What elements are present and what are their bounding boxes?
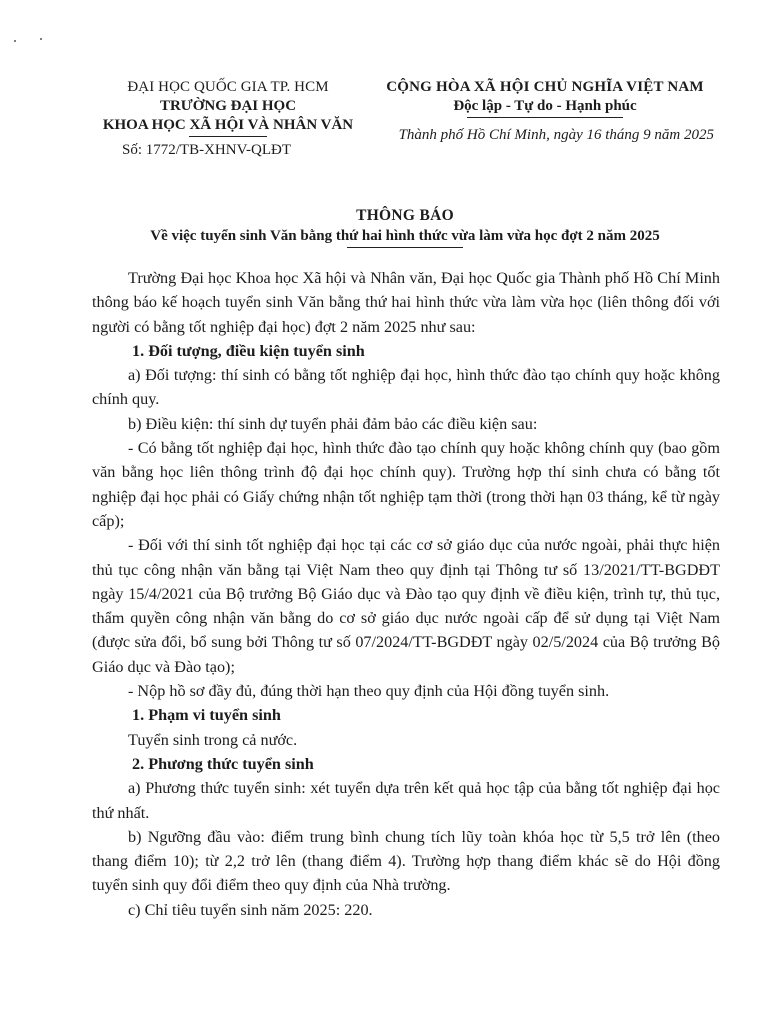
scan-speck	[14, 40, 16, 42]
issuer-school-line2: KHOA HỌC XÃ HỘI VÀ NHÂN VĂN	[102, 117, 354, 133]
document-title: THÔNG BÁO	[356, 207, 454, 224]
method-threshold: b) Ngưỡng đầu vào: điểm trung bình chung tích lũy toàn khóa học từ 5,5 trở lên (theo thang điểm 10); từ 2,2 trở lên (thang điểm 4). Trường hợp thang điểm khác sẽ do Hội đồng tuyển sinh quy đổi điểm theo quy định của Nhà trường.	[92, 827, 720, 895]
issuer-parent-org: ĐẠI HỌC QUỐC GIA TP. HCM	[127, 79, 329, 95]
title-underline	[347, 247, 463, 248]
document-subtitle: Về việc tuyển sinh Văn bằng thứ hai hình thức vừa làm vừa học đợt 2 năm 2025	[150, 228, 660, 244]
method-quota: c) Chỉ tiêu tuyển sinh năm 2025: 220.	[128, 900, 373, 919]
document-number: Số: 1772/TB-XHNV-QLĐT	[122, 142, 292, 158]
eligibility-conditions: b) Điều kiện: thí sinh dự tuyển phải đảm bảo các điều kiện sau:	[128, 414, 538, 433]
national-motto: Độc lập - Tự do - Hạnh phúc	[453, 98, 637, 114]
issuer-block	[92, 78, 364, 160]
document-body	[92, 266, 720, 922]
scan-speck	[40, 38, 42, 40]
condition-foreign-degree: - Đối với thí sinh tốt nghiệp đại học tại các cơ sở giáo dục của nước ngoài, phải thực hiện thủ tục công nhận văn bằng tại Việt Nam theo quy định tại Thông tư số 13/2021/TT-BGDĐT ngày 15/4/2021 của Bộ trưởng Bộ Giáo dục và Đào tạo quy định về điều kiện, trình tự, thủ tục, thẩm quyền công nhận văn bằng do cơ sở giáo dục nước ngoài cấp để sử dụng tại Việt Nam (được sửa đổi, bổ sung bởi Thông tư số 07/2024/TT-BGDĐT ngày 02/5/2024 của Bộ trưởng Bộ Giáo dục và Đào tạo);	[92, 536, 720, 676]
national-motto-block	[372, 78, 718, 145]
document-title-block	[92, 206, 718, 248]
scope-text: Tuyển sinh trong cả nước.	[128, 730, 298, 749]
motto-underline	[467, 117, 623, 118]
intro-paragraph: Trường Đại học Khoa học Xã hội và Nhân văn, Đại học Quốc gia Thành phố Hồ Chí Minh thông báo kế hoạch tuyển sinh Văn bằng thứ hai hình thức vừa làm vừa học (liên thông đối với người có bằng tốt nghiệp đại học) đợt 2 năm 2025 như sau:	[92, 269, 720, 336]
issuer-school-line1: TRƯỜNG ĐẠI HỌC	[159, 98, 297, 114]
condition-degree: - Có bằng tốt nghiệp đại học, hình thức đào tạo chính quy hoặc không chính quy (bao gồm văn bằng học liên thông trình độ đại học chính quy). Trường hợp thí sinh chưa có bằng tốt nghiệp đại học phải có Giấy chứng nhận tốt nghiệp tạm thời (trong thời hạn 03 tháng, kể từ ngày cấp);	[92, 439, 720, 530]
national-name: CỘNG HÒA XÃ HỘI CHỦ NGHĨA VIỆT NAM	[386, 79, 704, 95]
eligibility-target: a) Đối tượng: thí sinh có bằng tốt nghiệp đại học, hình thức đào tạo chính quy hoặc không chính quy.	[92, 366, 720, 409]
issuer-underline	[189, 136, 267, 137]
section-heading-method: 2. Phương thức tuyển sinh	[132, 754, 314, 773]
section-heading-scope: 1. Phạm vi tuyển sinh	[132, 706, 281, 725]
condition-dossier: - Nộp hồ sơ đầy đủ, đúng thời hạn theo quy định của Hội đồng tuyển sinh.	[128, 682, 610, 701]
section-heading-eligibility: 1. Đối tượng, điều kiện tuyển sinh	[132, 341, 365, 360]
method-admission: a) Phương thức tuyển sinh: xét tuyển dựa trên kết quả học tập của bằng tốt nghiệp đại học thứ nhất.	[92, 779, 720, 822]
document-date: Thành phố Hồ Chí Minh, ngày 16 tháng 9 năm 2025	[398, 127, 714, 143]
